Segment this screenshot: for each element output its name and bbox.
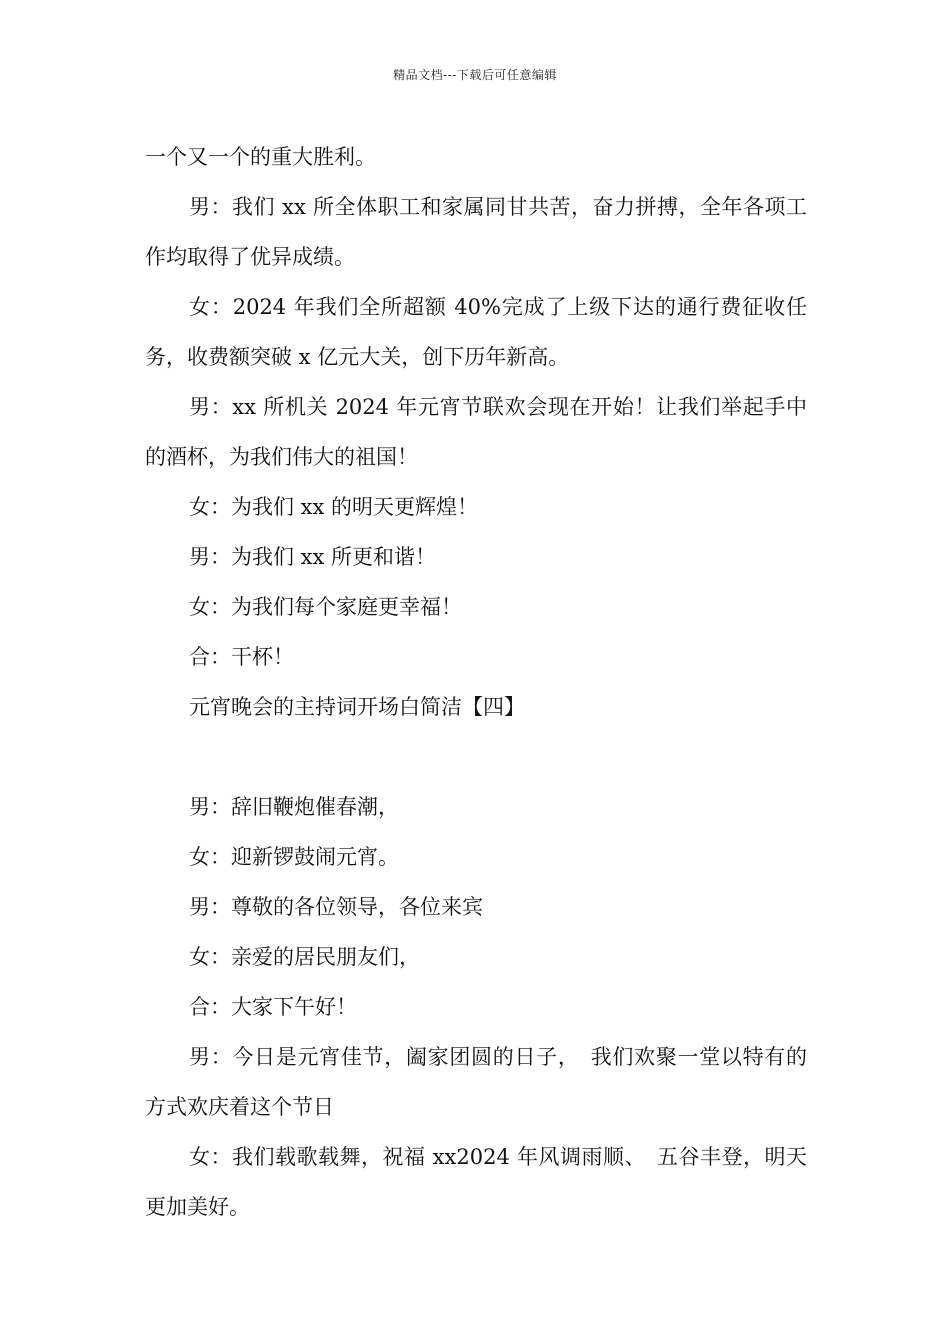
paragraph: 男：为我们 xx 所更和谐！ xyxy=(189,545,437,569)
page-header: 精品文档---下载后可任意编辑 xyxy=(393,68,557,82)
paragraph: 男：尊敬的各位领导，各位来宾 xyxy=(189,895,483,919)
paragraph: 合：干杯！ xyxy=(189,645,294,669)
section-heading: 元宵晚会的主持词开场白简洁【四】 xyxy=(189,695,525,719)
paragraph: 一个又一个的重大胜利。 xyxy=(145,145,376,169)
paragraph: 女：亲爱的居民朋友们， xyxy=(189,945,420,969)
paragraph: 女：2024 年我们全所超额 40%完成了上级下达的通行费征收任务，收费额突破 x 亿元大关，创下历年新高。 xyxy=(145,295,807,369)
paragraph: 女：为我们每个家庭更幸福！ xyxy=(189,595,462,619)
document-body xyxy=(145,132,807,1232)
blank-line xyxy=(145,732,807,782)
paragraph: 合：大家下午好！ xyxy=(189,995,357,1019)
paragraph: 男：今日是元宵佳节，阖家团圆的日子， 我们欢聚一堂以特有的方式欢庆着这个节日 xyxy=(145,1045,807,1119)
paragraph: 女：迎新锣鼓闹元宵。 xyxy=(189,845,399,869)
paragraph: 男：我们 xx 所全体职工和家属同甘共苦，奋力拼搏，全年各项工作均取得了优异成绩。 xyxy=(145,195,807,269)
paragraph: 男：辞旧鞭炮催春潮， xyxy=(189,795,399,819)
paragraph: 女：我们载歌载舞，祝福 xx2024 年风调雨顺、 五谷丰登，明天更加美好。 xyxy=(145,1145,807,1219)
paragraph: 男：xx 所机关 2024 年元宵节联欢会现在开始！让我们举起手中的酒杯，为我们伟大的祖国！ xyxy=(145,395,807,469)
paragraph: 女：为我们 xx 的明天更辉煌！ xyxy=(189,495,479,519)
